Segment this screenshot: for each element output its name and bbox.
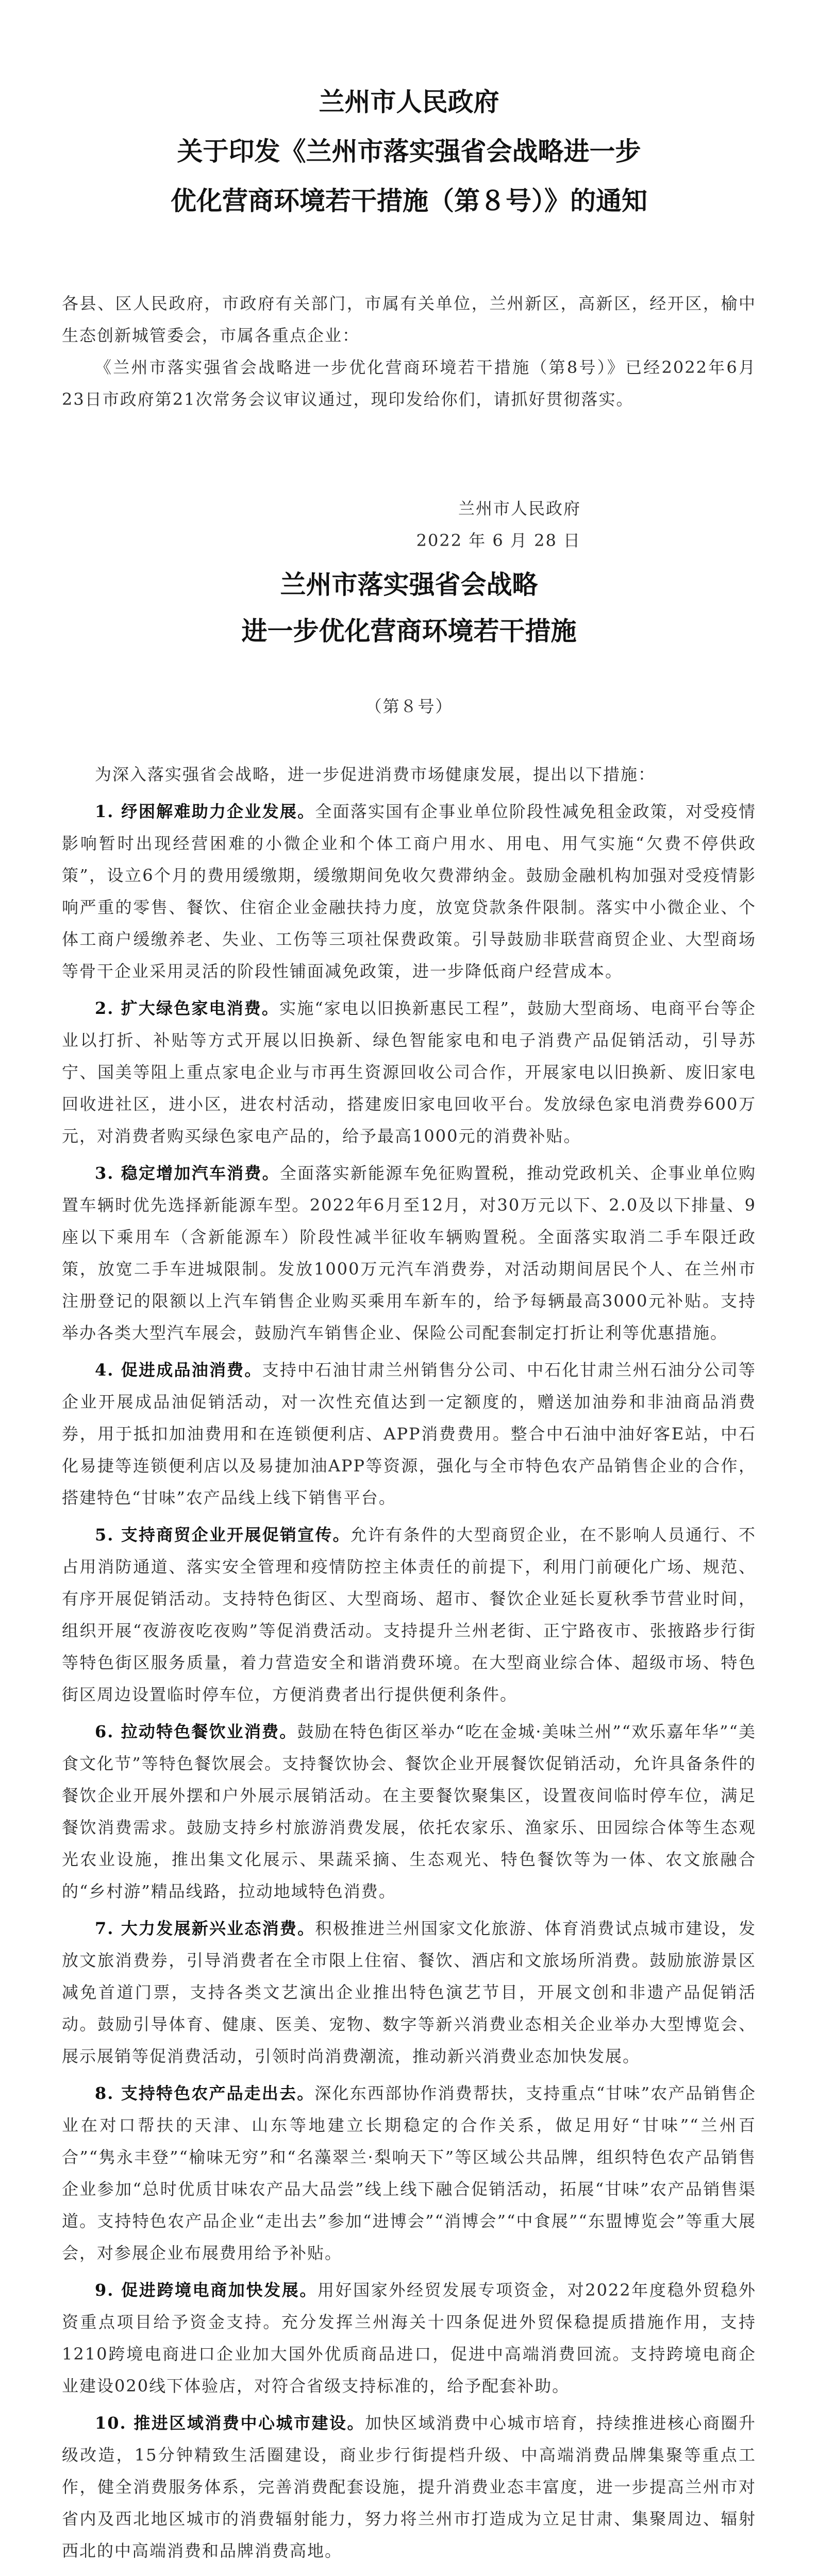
title-line-3: 优化营商环境若干措施（第８号）》的通知: [171, 185, 647, 216]
measure-item: [62, 2274, 756, 2402]
measure-text: 用好国家外经贸发展专项资金，对2022年度稳外贸稳外资重点项目给予资金支持。充分发挥兰州海关十四条促进外贸保稳提质措施作用，支持1210跨境电商进口企业加大国外优质商品进口，促进中高端消费回流。支持跨境电商企业建设020线下体验店，对符合省级支持标准的，给予配套补助。: [62, 2280, 756, 2396]
title-line-1: 兰州市人民政府: [319, 87, 499, 117]
notice-title: [62, 77, 756, 226]
measure-title: 8. 支持特色农产品走出去。: [95, 2083, 315, 2103]
measure-text: 全面落实新能源车免征购置税，推动党政机关、企事业单位购置车辆时优先选择新能源车型。2022年6月至12月，对30万元以下、2.0及以下排量、9座以下乘用车（含新能源车）阶段性减半征收车辆购置税。全面落实取消二手车限迁政策，放宽二手车进城限制。发放1000万元汽车消费券，对活动期间居民个人、在兰州市注册登记的限额以上汽车销售企业购买乘用车新车的，给予每辆最高3000元补贴。支持举办各类大型汽车展会，鼓励汽车销售企业、保险公司配套制定打折让利等优惠措施。: [62, 1163, 756, 1343]
measure-item: [62, 1157, 756, 1349]
measures-title-line-1: 兰州市落实强省会战略: [280, 569, 538, 600]
measure-item: [62, 795, 756, 987]
addressees: 各县、区人民政府，市政府有关部门，市属有关单位，兰州新区，高新区，经开区，榆中生态创新城管委会，市属各重点企业：: [62, 294, 756, 345]
measure-title: 2. 扩大绿色家电消费。: [95, 998, 280, 1018]
measure-title: 4. 促进成品油消费。: [95, 1360, 262, 1380]
measure-title: 7. 大力发展新兴业态消费。: [95, 1919, 315, 1938]
title-line-2: 关于印发《兰州市落实强省会战略进一步: [177, 136, 641, 166]
measure-text: 全面落实国有企事业单位阶段性减免租金政策，对受疫情影响暂时出现经营困难的小微企业和个体工商户用水、用电、用气实施“欠费不停供政策”，设立6个月的费用缓缴期，缓缴期间免收欠费滞纳金。鼓励金融机构加强对受疫情影响严重的零售、餐饮、住宿企业金融扶持力度，放宽贷款条件限制。落实中小微企业、个体工商户缓缴养老、失业、工伤等三项社保费政策。引导鼓励非联营商贸企业、大型商场等骨干企业采用灵活的阶段性铺面减免政策，进一步降低商户经营成本。: [62, 802, 756, 981]
measure-text: 实施“家电以旧换新惠民工程”，鼓励大型商场、电商平台等企业以打折、补贴等方式开展以旧换新、绿色智能家电和电子消费产品促销活动，引导苏宁、国美等阻上重点家电企业与市再生资源回收公司合作，开展家电以旧换新、废旧家电回收进社区，进小区，进农村活动，搭建废旧家电回收平台。发放绿色家电消费券600万元，对消费者购买绿色家电产品的，给予最高1000元的消费补贴。: [62, 998, 756, 1146]
measures-title: [62, 562, 756, 654]
measure-item: [62, 1716, 756, 1907]
signature-date: 2022 年 6 月 28 日: [416, 531, 581, 550]
measure-text: 深化东西部协作消费帮扶，支持重点“甘味”农产品销售企业在对口帮扶的天津、山东等地建立长期稳定的合作关系，做足用好“甘味”“兰州百合”“隽永丰登”“榆味无穷”和“名藻翠兰·梨响天下”等区域公共品牌，组织特色农产品销售企业参加“总时优质甘味农产品大品尝”线上线下融合促销活动，拓展“甘味”农产品销售渠道。支持特色农产品企业“走出去”参加“进博会”“消博会”“中食展”“东盟博览会”等重大展会，对参展企业布展费用给予补贴。: [62, 2083, 756, 2263]
measure-title: 5. 支持商贸企业开展促销宣传。: [95, 1525, 350, 1545]
measure-text: 允许有条件的大型商贸企业，在不影响人员通行、不占用消防通道、落实安全管理和疫情防控主体责任的前提下，利用门前硬化广场、规范、有序开展促销活动。支持特色街区、大型商场、超市、餐饮企业延长夏秋季节营业时间，组织开展“夜游夜吃夜购”等促消费活动。支持提升兰州老街、正宁路夜市、张掖路步行街等特色街区服务质量，着力营造安全和谐消费环境。在大型商业综合体、超级市场、特色街区周边设置临时停车位，方便消费者出行提供便利条件。: [62, 1525, 756, 1704]
measure-title: 9. 促进跨境电商加快发展。: [95, 2280, 318, 2300]
measure-title: 3. 稳定增加汽车消费。: [95, 1163, 280, 1183]
measure-title: 6. 拉动特色餐饮业消费。: [95, 1722, 297, 1741]
measure-item: [62, 2407, 756, 2567]
signature-org: 兰州市人民政府: [458, 499, 581, 518]
measure-item: [62, 1354, 756, 1514]
document-number: （第８号）: [365, 697, 453, 716]
measure-text: 加快区域消费中心城市培育，持续推进核心商圈升级改造，15分钟精致生活圈建设，商业步行街提档升级、中高端消费品牌集聚等重点工作，健全消费服务体系，完善消费配套设施，提升消费业态丰富度，进一步提高兰州市对省内及西北地区城市的消费辐射能力，努力将兰州市打造成为立足甘肃、集聚周边、辐射西北的中高端消费和品牌消费高地。: [62, 2413, 756, 2561]
measure-item: [62, 2077, 756, 2269]
notice-body: 《兰州市落实强省会战略进一步优化营商环境若干措施（第8号）》已经2022年6月23日市政府第21次常务会议审议通过，现印发给你们，请抓好贯彻落实。: [62, 358, 756, 409]
measure-text: 鼓励在特色街区举办“吃在金城·美味兰州”“欢乐嘉年华”“美食文化节”等特色餐饮展会。支持餐饮协会、餐饮企业开展餐饮促销活动，允许具备条件的餐饮企业开展外摆和户外展示展销活动。在主要餐饮聚集区，设置夜间临时停车位，满足餐饮消费需求。鼓励支持乡村旅游消费发展，依托农家乐、渔家乐、田园综合体等生态观光农业设施，推出集文化展示、果蔬采摘、生态观光、特色餐饮等为一体、农文旅融合的“乡村游”精品线路，拉动地域特色消费。: [62, 1722, 756, 1901]
measure-title: 10. 推进区域消费中心城市建设。: [95, 2413, 365, 2433]
measure-item: [62, 1519, 756, 1710]
measure-item: [62, 992, 756, 1152]
measure-item: [62, 1912, 756, 2072]
measure-title: 1. 纾困解难助力企业发展。: [95, 802, 315, 821]
measure-text: 积极推进兰州国家文化旅游、体育消费试点城市建设，发放文旅消费券，引导消费者在全市限上住宿、餐饮、酒店和文旅场所消费。鼓励旅游景区减免首道门票，支持各类文艺演出企业推出特色演艺节目，开展文创和非遗产品促销活动。鼓励引导体育、健康、医美、宠物、数字等新兴消费业态相关企业举办大型博览会、展示展销等促消费活动，引领时尚消费潮流，推动新兴消费业态加快发展。: [62, 1919, 756, 2066]
measures-intro: 为深入落实强省会战略，进一步促进消费市场健康发展，提出以下措施：: [95, 765, 656, 784]
measures-title-line-2: 进一步优化营商环境若干措施: [241, 616, 577, 646]
measure-text: 支持中石油甘肃兰州销售分公司、中石化甘肃兰州石油分公司等企业开展成品油促销活动，对一次性充值达到一定额度的，赠送加油券和非油商品消费券，用于抵扣加油费用和在连锁便利店、APP消费费用。整合中石油中油好客E站，中石化易捷等连锁便利店以及易捷加油APP等资源，强化与全市特色农产品销售企业的合作，搭建特色“甘味”农产品线上线下销售平台。: [62, 1360, 756, 1507]
